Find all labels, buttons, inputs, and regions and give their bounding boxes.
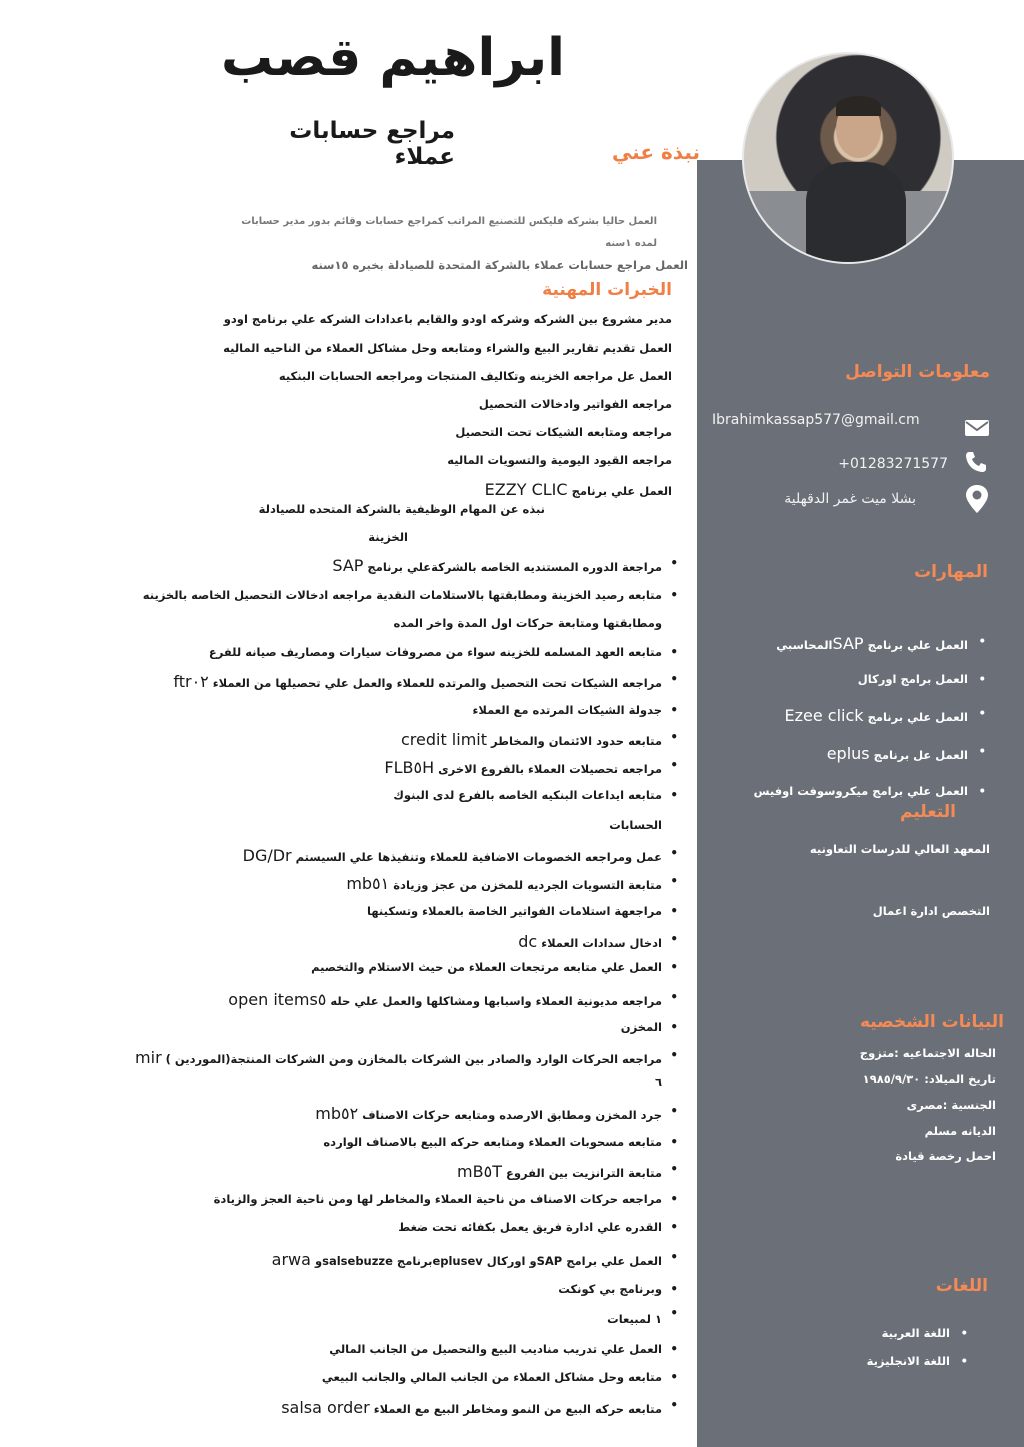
task-item [60,672,662,691]
skill-product: eplus [826,744,870,763]
skill-product: SAP [832,634,864,653]
task-item [60,758,662,777]
skills-heading: المهارات [914,562,988,582]
ezzy-line [400,480,672,499]
task-text: ادخال سدادات العملاء [541,936,662,950]
bullet-icon: • [960,1326,968,1340]
task-item [60,1075,662,1089]
phone-icon [964,450,988,474]
task-text: متابعه رصيد الخزينة ومطابقتها بالاستلامات النقدية مراجعه ادخالات التحصيل الخاصه بالخزينه [142,588,662,602]
task-item [60,1220,662,1234]
education-heading: التعليم [900,802,956,822]
experience-item: مراجعه القيود اليومية والتسويات الماليه [447,453,672,467]
task-item [60,1282,662,1296]
task-item [60,818,662,832]
task-product: mb٥٢ [315,1104,359,1123]
task-text: العمل علي برامج SAPو اوركال eplusevبرنامج salsebuzzeو [314,1254,662,1268]
task-item [60,1250,662,1269]
map-pin-icon [965,484,989,514]
ezzy-product: EZZY CLIC [484,480,568,499]
task-product: mir [135,1048,162,1067]
bullet-icon: • [978,744,986,758]
task-item [60,1104,662,1123]
tasks-heading: نبذه عن المهام الوظيفية بالشركة المتحده للصيادلة [258,502,545,516]
task-product: arwa [271,1250,311,1269]
bullet-icon: • [960,1354,968,1368]
task-item [60,960,662,974]
task-item [60,703,662,717]
task-product: open items٥ [228,990,327,1009]
task-text: مراجعهة استلامات الفواتير الخاصة بالعملاء وتسكينها [367,904,662,918]
experience-item: مدير مشروع بين الشركه وشركه اودو والقايم باعدادات الشركه علي برنامج اودو [223,312,672,326]
language-text: اللغة الانجليزية [866,1354,950,1368]
task-product: dc [518,932,538,951]
personal-birth: تاريخ الميلاد: ١٩٨٥/٩/٣٠ [862,1072,996,1086]
task-product: mB٥T [457,1162,502,1181]
skill-suffix: المحاسبي [776,638,833,652]
task-item [60,1020,662,1034]
bullet-icon: • [978,672,986,686]
personal-license: احمل رخصة قيادة [895,1149,996,1163]
skill-item [712,706,986,725]
profile-photo [742,52,954,264]
tasks-subheading: الخزينة [368,530,408,544]
task-text: ومطابقتها ومتابعة حركات اول المدة واخر المده [393,616,662,630]
about-line-2: لمده ١سنه [605,238,657,249]
task-text: متابعه حركه البيع من النمو ومخاطر البيع مع العملاء [373,1402,662,1416]
task-product: mb٥١ [346,874,390,893]
task-product: salsa order [281,1398,370,1417]
task-item [60,1048,662,1067]
task-item [60,1135,662,1149]
email-text: Ibrahimkassap577@gmail.cm [712,412,920,428]
job-title: مراجع حسابات عملاء [289,118,455,170]
task-text: متابعة الترانزيت بين الفروع [506,1166,662,1180]
task-product: SAP [332,556,364,575]
task-text: متابعه مسحوبات العملاء ومتابعه حركه البيع بالاصناف الوارده [323,1135,662,1149]
language-item [800,1354,968,1368]
address-text: بشلا ميت غمر الدقهلية [784,491,916,507]
task-text: العمل علي تدريب مناديب البيع والتحصيل من الجانب المالي [329,1342,662,1356]
task-item [60,874,662,893]
task-item [60,788,662,802]
task-text: متابعه وحل مشاكل العملاء من الجانب المالي والجانب البيعي [321,1370,662,1384]
task-text: متابعه حدود الائتمان والمخاطر [491,734,662,748]
experience-item: مراجعه الفواتير وادخالات التحصيل [478,397,672,411]
skill-text: العمل علي برنامج [867,710,968,724]
personal-nationality: الجنسية :مصرى [906,1098,996,1112]
task-text: الحسابات [609,818,662,832]
bullet-icon: • [978,706,986,720]
skill-item [712,784,986,798]
task-text: العمل علي متابعه مرتجعات العملاء من حيث الاستلام والتخصيم [311,960,662,974]
skill-item [712,672,986,686]
contact-heading: معلومات التواصل [845,362,990,382]
task-item [60,556,662,575]
envelope-icon [964,418,990,438]
phone-text: +01283271577 [838,456,948,472]
task-text: مراجعه تحصيلات العملاء بالفروع الاخرى [438,762,662,776]
experience-item: مراجعه ومتابعه الشيكات تحت التحصيل [455,425,672,439]
about-line-3: العمل مراجع حسابات عملاء بالشركة المتحدة للصيادلة بخبره ١٥سنه [311,258,688,272]
personal-marital: الحاله الاجتماعيه :متزوج [859,1046,996,1060]
bullet-icon: • [978,634,986,648]
task-text: ١ لمبيعات [607,1312,662,1326]
skill-text: العمل علي برامج ميكروسوفت اوفيس [753,784,968,798]
task-item [60,932,662,951]
task-item [60,616,662,630]
task-text: متابعه ايداعات البنكيه الخاصه بالفرع لدى البنوك [393,788,662,802]
ezzy-label: العمل علي برنامج [571,484,672,498]
person-name: ابراهيم قصب [220,28,565,88]
task-item [60,1370,662,1384]
experience-item: العمل تقديم تقارير البيع والشراء ومتابعه وحل مشاكل العملاء من الناحيه الماليه [223,341,672,355]
education-institute: المعهد العالي للدرسات التعاونيه [809,842,990,856]
task-product: ftr٠٢ [173,672,209,691]
bullet-icon: • [978,784,986,798]
skill-product: Ezee click [784,706,864,725]
task-text: جدولة الشيكات المرتده مع العملاء [472,703,662,717]
skill-text: العمل برامج اوركال [857,672,968,686]
task-text: مراجعة الدوره المستنديه الخاصه بالشركةعلي برنامج [367,560,662,574]
task-item [60,1162,662,1181]
task-item [60,645,662,659]
experience-heading: الخبرات المهنية [542,280,672,300]
task-text: المخزن [620,1020,662,1034]
task-item [60,990,662,1009]
task-text: عمل ومراجعه الخصومات الاضافية للعملاء وتنفيذها علي السيستم [295,850,662,864]
task-item [60,846,662,865]
about-line-1: العمل حاليا بشركه فليكس للتصنيع المراتب كمراجع حسابات وقائم بدور مدير حسابات [241,216,657,227]
task-text: مراجعه الشيكات تحت التحصيل والمرتده للعملاء والعمل علي تحصيلها من العملاء [212,676,662,690]
task-text: متابعه العهد المسلمه للخزينه سواء من مصروفات سيارات ومصاريف صيانه للفرع [208,645,662,659]
task-text: جرد المخزن ومطابق الارصده ومتابعه حركات الاصناف [362,1108,662,1122]
skill-item [712,634,986,653]
personal-religion: الديانه مسلم [924,1124,996,1138]
task-item [60,1192,662,1206]
task-product: credit limit [400,730,487,749]
task-product: DG/Dr [242,846,292,865]
experience-item: العمل عل مراجعه الخزينه وتكاليف المنتجات ومراجعه الحسابات البنكيه [278,369,672,383]
languages-heading: اللغات [935,1276,988,1296]
task-text: مراجعه حركات الاصناف من ناحية العملاء والمخاطر لها ومن ناحية العجز والزيادة [213,1192,662,1206]
task-text: متابعة التسويات الجرديه للمخزن من عجز وزيادة [393,878,662,892]
task-item [60,1342,662,1356]
language-item [800,1326,968,1340]
task-text: مراجعه مديونية العملاء واسبابها ومشاكلها والعمل علي حله [330,994,662,1008]
task-text: القدره علي ادارة فريق يعمل بكفائه تحت ضغط [398,1220,662,1234]
skill-text: العمل عل برنامج [873,748,968,762]
education-major: التخصص ادارة اعمال [872,904,990,918]
task-text: ٦ [654,1075,662,1089]
about-heading: نبذة عني [611,140,700,164]
task-item [60,588,662,602]
personal-heading: البيانات الشخصيه [859,1012,1004,1032]
skill-text: العمل علي برنامج [867,638,968,652]
task-text: وبرنامج بي كونكت [558,1282,662,1296]
skill-item [712,744,986,763]
task-item [60,1312,662,1326]
task-product: FLB٥H [384,758,435,777]
language-text: اللغة العربية [881,1326,950,1340]
task-text: مراجعه الحركات الوارد والصادر بين الشركات بالمخازن ومن الشركات المنتجة(الموردين ) [165,1052,662,1066]
task-item [60,730,662,749]
task-item [60,1398,662,1417]
task-item [60,904,662,918]
